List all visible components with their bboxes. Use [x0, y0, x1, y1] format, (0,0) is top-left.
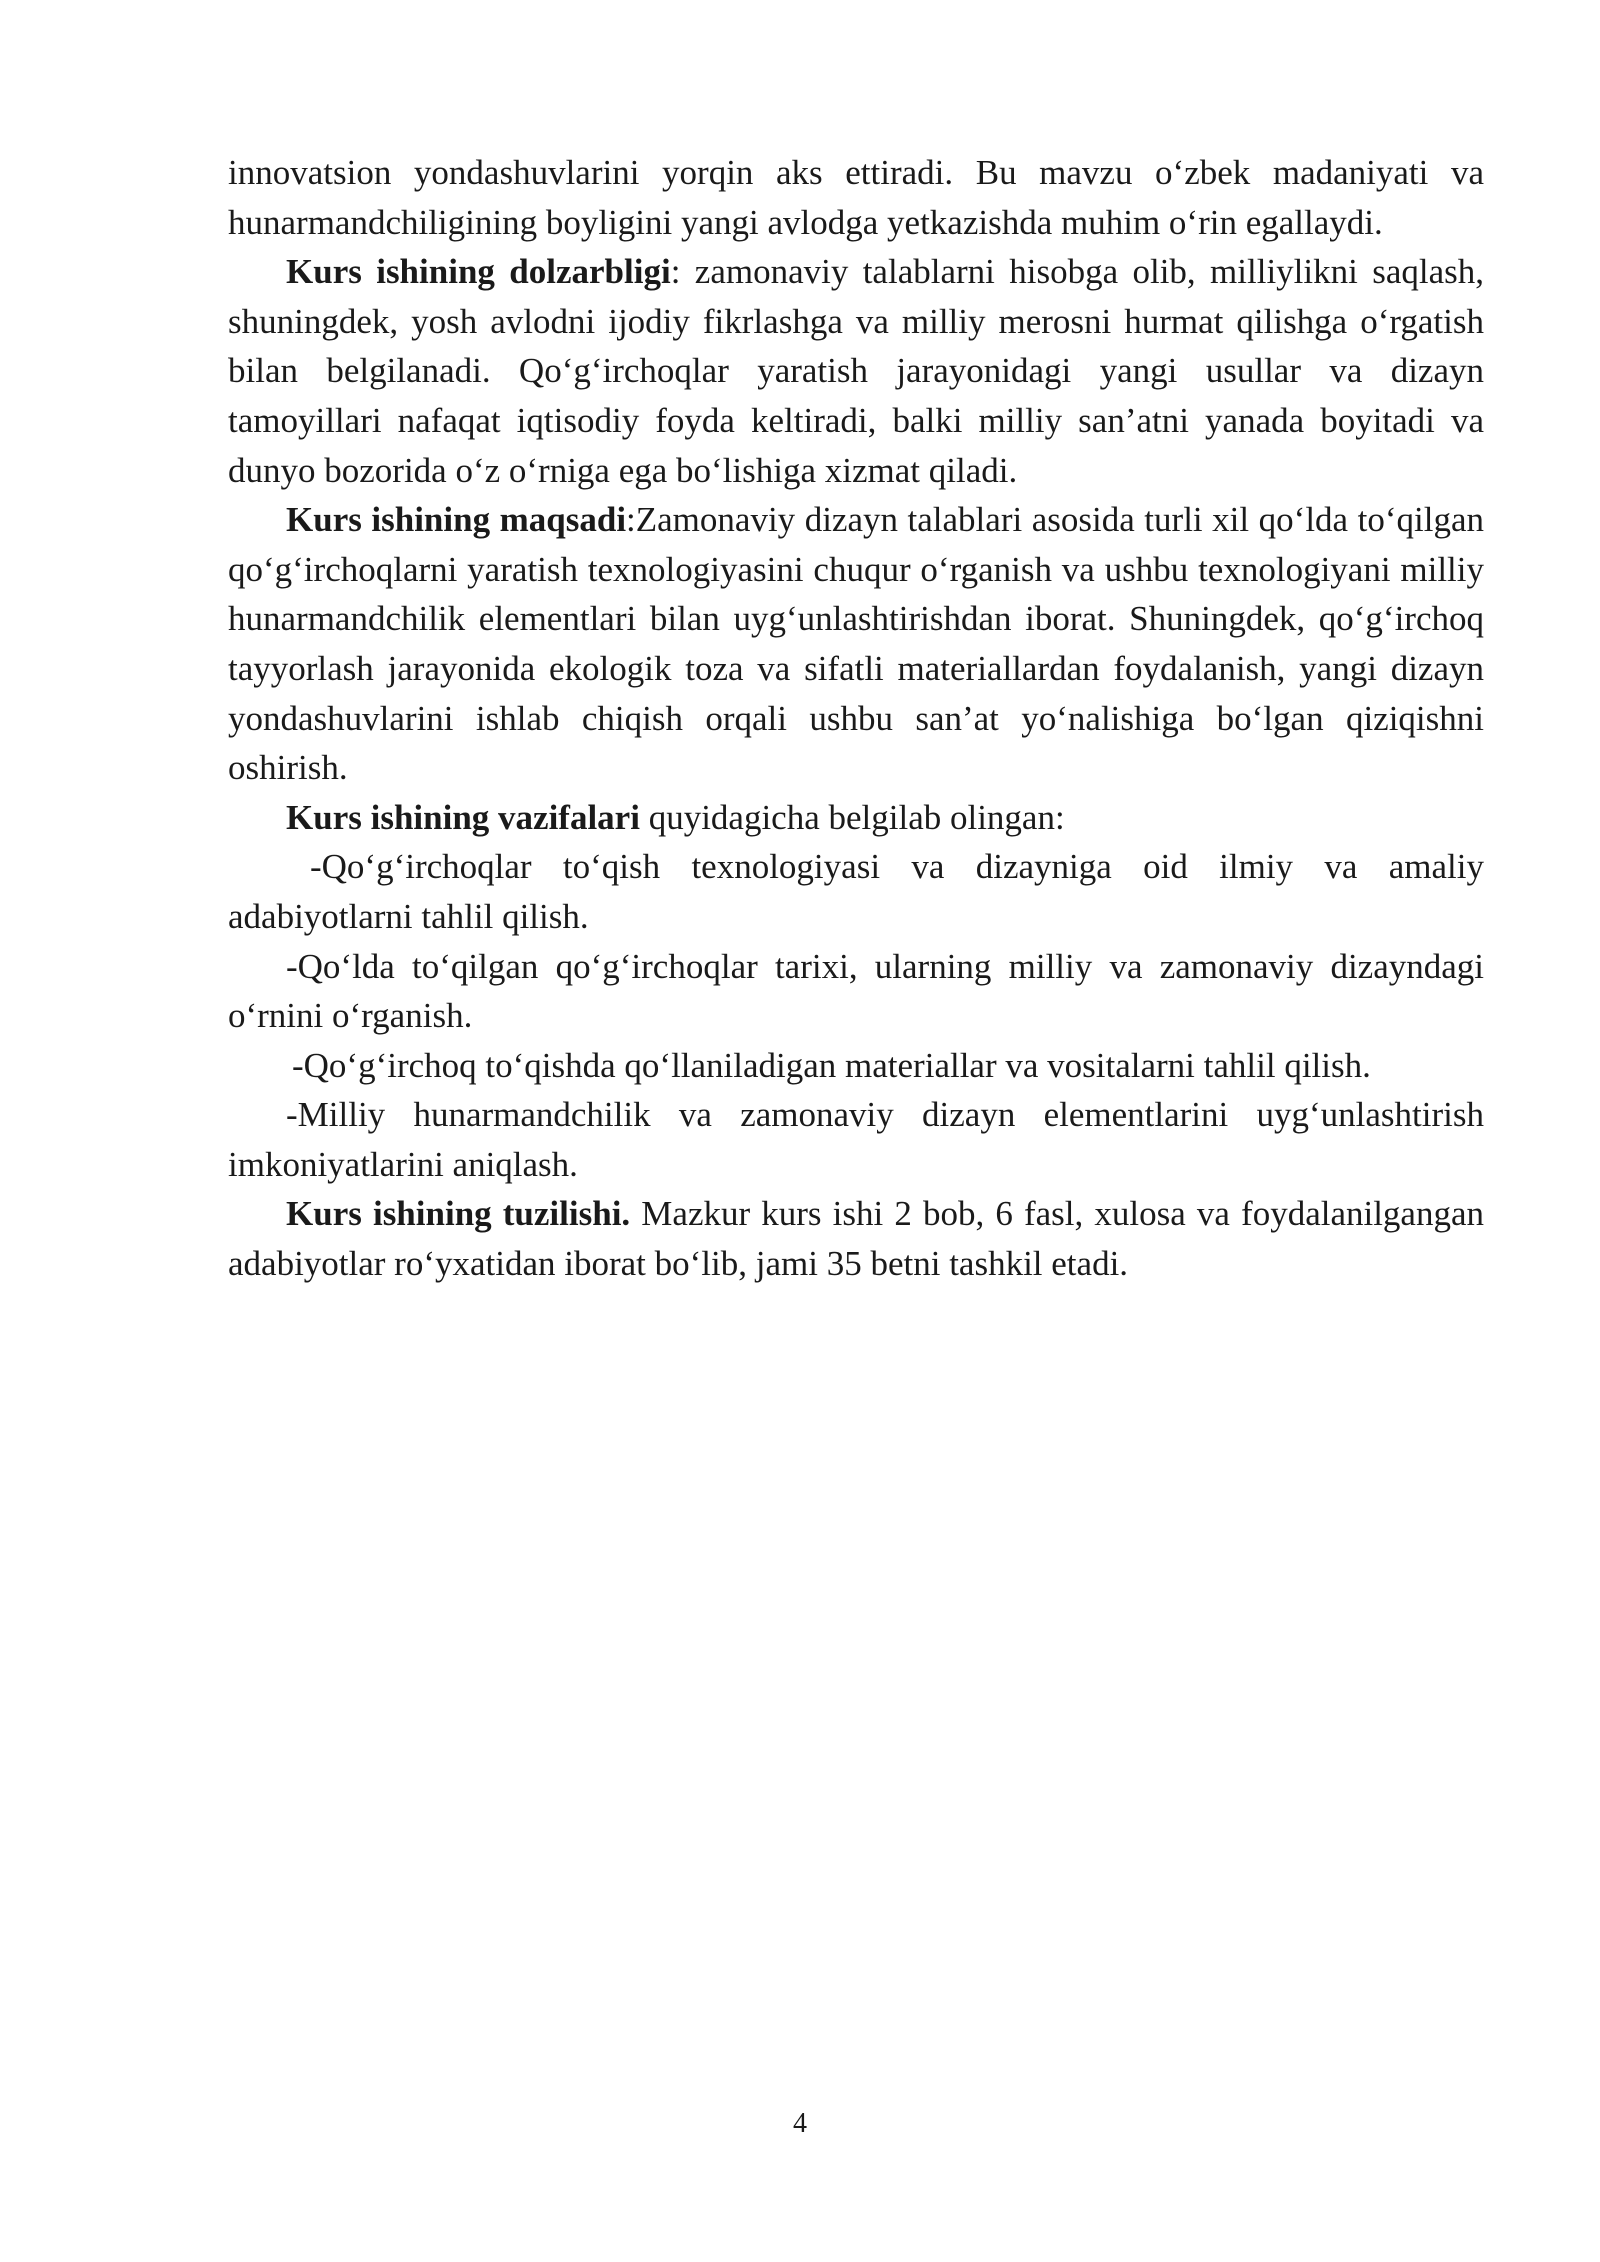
task-text: -Milliy hunarmandchilik va zamonaviy dizayn elementlarini uyg‘unlashtirish imkoniyatlarini aniqlash.	[228, 1095, 1484, 1184]
page-number: 4	[793, 2108, 807, 2139]
task-text: -Qo‘g‘irchoqlar to‘qish texnologiyasi va dizayniga oid ilmiy va amaliy adabiyotlarni tahlil qilish.	[228, 847, 1484, 936]
paragraph-tuzilishi	[228, 1189, 1484, 1288]
task-text: -Qo‘lda to‘qilgan qo‘g‘irchoqlar tarixi, ularning milliy va zamonaviy dizayndagi o‘rnini o‘rganish.	[228, 946, 1484, 1036]
paragraph-intro	[228, 148, 1484, 247]
paragraph-vazifalari	[228, 793, 1484, 843]
task-item	[228, 1090, 1484, 1189]
paragraph-text: :Zamonaviy dizayn talablari asosida turli xil qo‘lda to‘qilgan qo‘g‘irchoqlarni yaratish texnologiyasini chuqur o‘rganish va ushbu texnologiyani milliy hunarmandchilik elementlari bilan uyg‘unlashtirishdan iborat. Shuningdek, qo‘g‘irchoq tayyorlash jarayonida ekologik toza va sifatli materiallardan foydalanish, yangi dizayn yondashuvlarini ishlab chiqish orqali ushbu san’at yo‘nalishiga bo‘lgan qiziqishni oshirish.	[228, 500, 1484, 788]
paragraph-text: quyidagicha belgilab olingan:	[639, 797, 1065, 837]
paragraph-text: : zamonaviy talablarni hisobga olib, milliylikni saqlash, shuningdek, yosh avlodni ijodiy fikrlashga va milliy merosni hurmat qilishga o‘rgatish bilan belgilanadi. Qo‘g‘irchoqlar yaratish jarayonidagi yangi usullar va dizayn tamoyillari nafaqat iqtisodiy foyda keltiradi, balki milliy san’atni yanada boyitadi va dunyo bozorida o‘z o‘rniga ega bo‘lishiga xizmat qiladi.	[228, 252, 1485, 490]
task-item	[228, 942, 1484, 1041]
paragraph-maqsadi	[228, 495, 1484, 793]
task-item	[228, 842, 1484, 941]
paragraph-heading: Kurs ishining dolzarbligi	[286, 252, 671, 292]
paragraph-heading: Kurs ishining maqsadi	[286, 500, 627, 540]
task-item	[228, 1041, 1484, 1091]
task-text: -Qo‘g‘irchoq to‘qishda qo‘llaniladigan materiallar va vositalarni tahlil qilish.	[292, 1045, 1371, 1085]
body-text	[228, 148, 1484, 1289]
paragraph-text: Mazkur kurs ishi 2 bob, 6 fasl, xulosa va foydalanilgangan adabiyotlar ro‘yxatidan iborat bo‘lib, jami 35 betni tashkil etadi.	[228, 1194, 1485, 1284]
paragraph-heading: Kurs ishining tuzilishi.	[286, 1194, 631, 1234]
paragraph-heading: Kurs ishining vazifalari	[286, 797, 640, 837]
paragraph-text: innovatsion yondashuvlarini yorqin aks ettiradi. Bu mavzu o‘zbek madaniyati va hunarmandchiligining boyligini yangi avlodga yetkazishda muhim o‘rin egallaydi.	[228, 153, 1484, 242]
paragraph-dolzarbligi	[228, 247, 1484, 495]
